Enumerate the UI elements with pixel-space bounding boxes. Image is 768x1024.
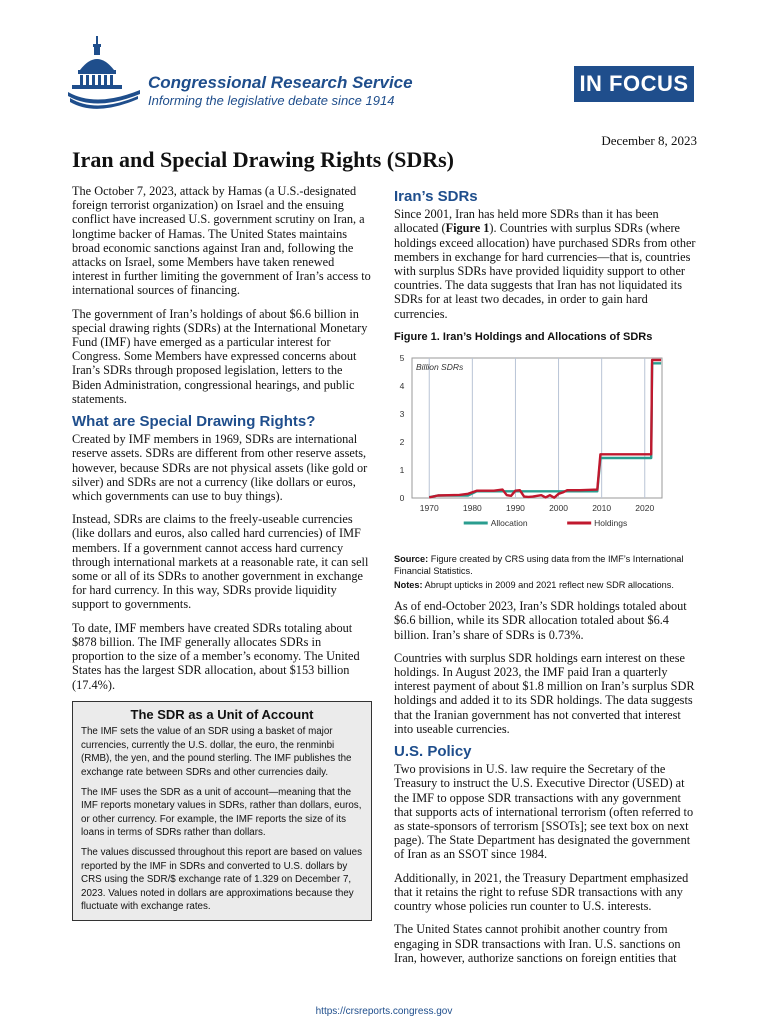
y-tick-label: 0 — [399, 493, 405, 504]
source-label: Source: — [394, 554, 429, 565]
x-tick-label: 2010 — [592, 503, 612, 514]
policy-paragraph-1: Two provisions in U.S. law require the Secretary of the Treasury to instruct the U.S. Executive Director (USED) at the IMF to oppose SDR transactions with any government that supports acts of international terrorism (often referred to as state-sponsors of terrorism [SSOTs]; see text box on next page). The State Department has designated the government of Iran as an SSOT since 1984. — [394, 762, 694, 862]
iran-paragraph-3: Countries with surplus SDR holdings earn interest on these holdings. In August 2023, the IMF paid Iran a quarterly interest payment of about $1.8 million on Iran’s surplus SDR holdings and added it to its SDR holdings. The data suggests that the Iranian government has not converted that interest into useable currencies. — [394, 650, 695, 736]
intro-paragraph-1: The October 7, 2023, attack by Hamas (a U.S.-designated foreign terrorist organization) on Israel and the ensuing conflict have increased U.S. government scrutiny on Iran, a longtime backer of Hamas. The United States maintains broad economic sanctions against Iran and, following the attacks on Israel, some Members have taken renewed interest in further limiting the government of Iran’s access to international sources of financing. — [72, 184, 371, 298]
iran-paragraph-1-text-b: ). Countries with surplus SDRs (where holdings exceed allocation) have purchased SDRs from other members in exchange for hard currencies—that is, countries with surplus SDRs have provided liquidity support to other countries. The data suggests that Iran has not liquidated its SDRs for at least two decades, in order to gain hard currencies. — [394, 221, 696, 321]
footer-url[interactable]: https://crsreports.congress.gov — [315, 1006, 453, 1017]
figure-notes — [394, 579, 698, 591]
section-heading-iran-sdrs: Iran’s SDRs — [394, 188, 478, 205]
series-line-holdings — [429, 360, 661, 498]
y-tick-label: 4 — [399, 381, 405, 392]
sdr-paragraph-2: Instead, SDRs are claims to the freely-useable currencies (like dollars and euros, also called hard currencies) of IMF members. If a government cannot access hard currency through international markets at a reasonable rate, it can sell some or all of its SDRs to another government in exchange for hard currency. In this way, SDRs provide liquidity support to governments. — [72, 512, 369, 612]
x-tick-label: 2020 — [635, 503, 655, 514]
x-tick-label: 1980 — [462, 503, 482, 514]
figure-caption: Figure 1. Iran’s Holdings and Allocations of SDRs — [394, 330, 653, 343]
sdr-paragraph-1: Created by IMF members in 1969, SDRs are international reserve assets. SDRs are different from other reserve assets, however, because SDRs are not physical assets (like gold or silver) and SDRs are not a currency (like dollars or euros, which governments can use to buy things). — [72, 432, 368, 504]
iran-paragraph-1-text-a: Since 2001, Iran has held more SDRs than it has been allocated ( — [394, 207, 659, 236]
capitol-dome-logo — [66, 34, 142, 110]
org-tagline: Informing the legislative debate since 1914 — [148, 93, 395, 108]
legend-label-allocation: Allocation — [490, 518, 528, 529]
y-tick-label: 5 — [399, 353, 405, 364]
unit-of-account-textbox — [72, 701, 372, 921]
plot-frame — [412, 358, 662, 498]
right-column — [394, 190, 698, 974]
y-tick-label: 1 — [399, 465, 405, 476]
x-tick-label: 2000 — [549, 503, 569, 514]
textbox-title: The SDR as a Unit of Account — [130, 706, 314, 722]
sdr-line-chart — [394, 348, 684, 548]
source-text: Figure created by CRS using data from the IMF’s International Financial Statistics. — [394, 554, 684, 577]
figure-1-reference: Figure 1 — [445, 221, 490, 236]
y-tick-label: 2 — [399, 437, 405, 448]
org-name: Congressional Research Service — [148, 73, 413, 92]
sdr-paragraph-3: To date, IMF members have created SDRs totaling about $878 billion. The IMF generally allocates SDRs in proportion to the size of a member’s economy. The United States has the largest SDR allocation, about $153 billion (17.4%). — [72, 620, 360, 692]
publication-date: December 8, 2023 — [601, 133, 697, 148]
legend-label-holdings: Holdings — [594, 518, 628, 529]
notes-text: Abrupt upticks in 2009 and 2021 reflect new SDR allocations. — [422, 580, 674, 591]
left-column — [72, 184, 372, 921]
section-heading-sdr: What are Special Drawing Rights? — [72, 413, 316, 431]
figure-source — [394, 553, 698, 577]
policy-paragraph-3: The United States cannot prohibit another country from engaging in SDR transactions with Iran. U.S. sanctions on Iran, however, authorize sanctions on foreign entities that — [394, 922, 681, 965]
iran-paragraph-2: As of end-October 2023, Iran’s SDR holdings totaled about $6.6 billion, while its SDR allocation totaled about $6.4 billion. Iran’s share of SDRs is 0.73%. — [394, 599, 687, 642]
y-tick-label: 3 — [399, 409, 405, 420]
textbox-paragraph-1: The IMF sets the value of an SDR using a basket of major currencies, currently the U.S. dollar, the euro, the renminbi (RMB), the yen, and the pound sterling. The IMF publishes the exchange rate between SDRs and other currencies daily. — [81, 726, 352, 779]
iran-paragraph-1 — [394, 207, 698, 321]
series-line-allocation — [429, 363, 661, 497]
y-axis-label: Billion SDRs — [416, 362, 464, 373]
notes-label: Notes: — [394, 580, 423, 591]
intro-paragraph-2: The government of Iran’s holdings of about $6.6 billion in special drawing rights (SDRs) at the International Monetary Fund (IMF) have emerged as a particular interest for Congress. Some Members have expressed concerns about Iran’s SDRs through proposed legislation, letters to the Biden Administration, congressional hearings, and public statements. — [72, 306, 368, 406]
x-tick-label: 1990 — [505, 503, 525, 514]
textbox-paragraph-2: The IMF uses the SDR as a unit of account—meaning that the IMF reports monetary values in SDRs, rather than dollars, euros, or other currency. For example, the IMF reports the size of its loans in terms of SDRs rather than dollars. — [81, 786, 362, 839]
in-focus-badge: IN FOCUS — [574, 66, 694, 102]
textbox-paragraph-3: The values discussed throughout this report are based on values reported by the IMF in SDRs and converted to U.S. dollars by CRS using the SDR/$ exchange rate of 1.329 on December 7, 2023. Values noted in dollars are approximations because they fluctuate with exchange rates. — [81, 847, 363, 913]
policy-paragraph-2: Additionally, in 2021, the Treasury Department emphasized that it retains the right to refuse SDR transactions with any country whose policies run counter to U.S. interests. — [394, 870, 689, 914]
section-heading-us-policy: U.S. Policy — [394, 743, 472, 761]
x-tick-label: 1970 — [419, 503, 439, 514]
page-title: Iran and Special Drawing Rights (SDRs) — [72, 147, 454, 172]
